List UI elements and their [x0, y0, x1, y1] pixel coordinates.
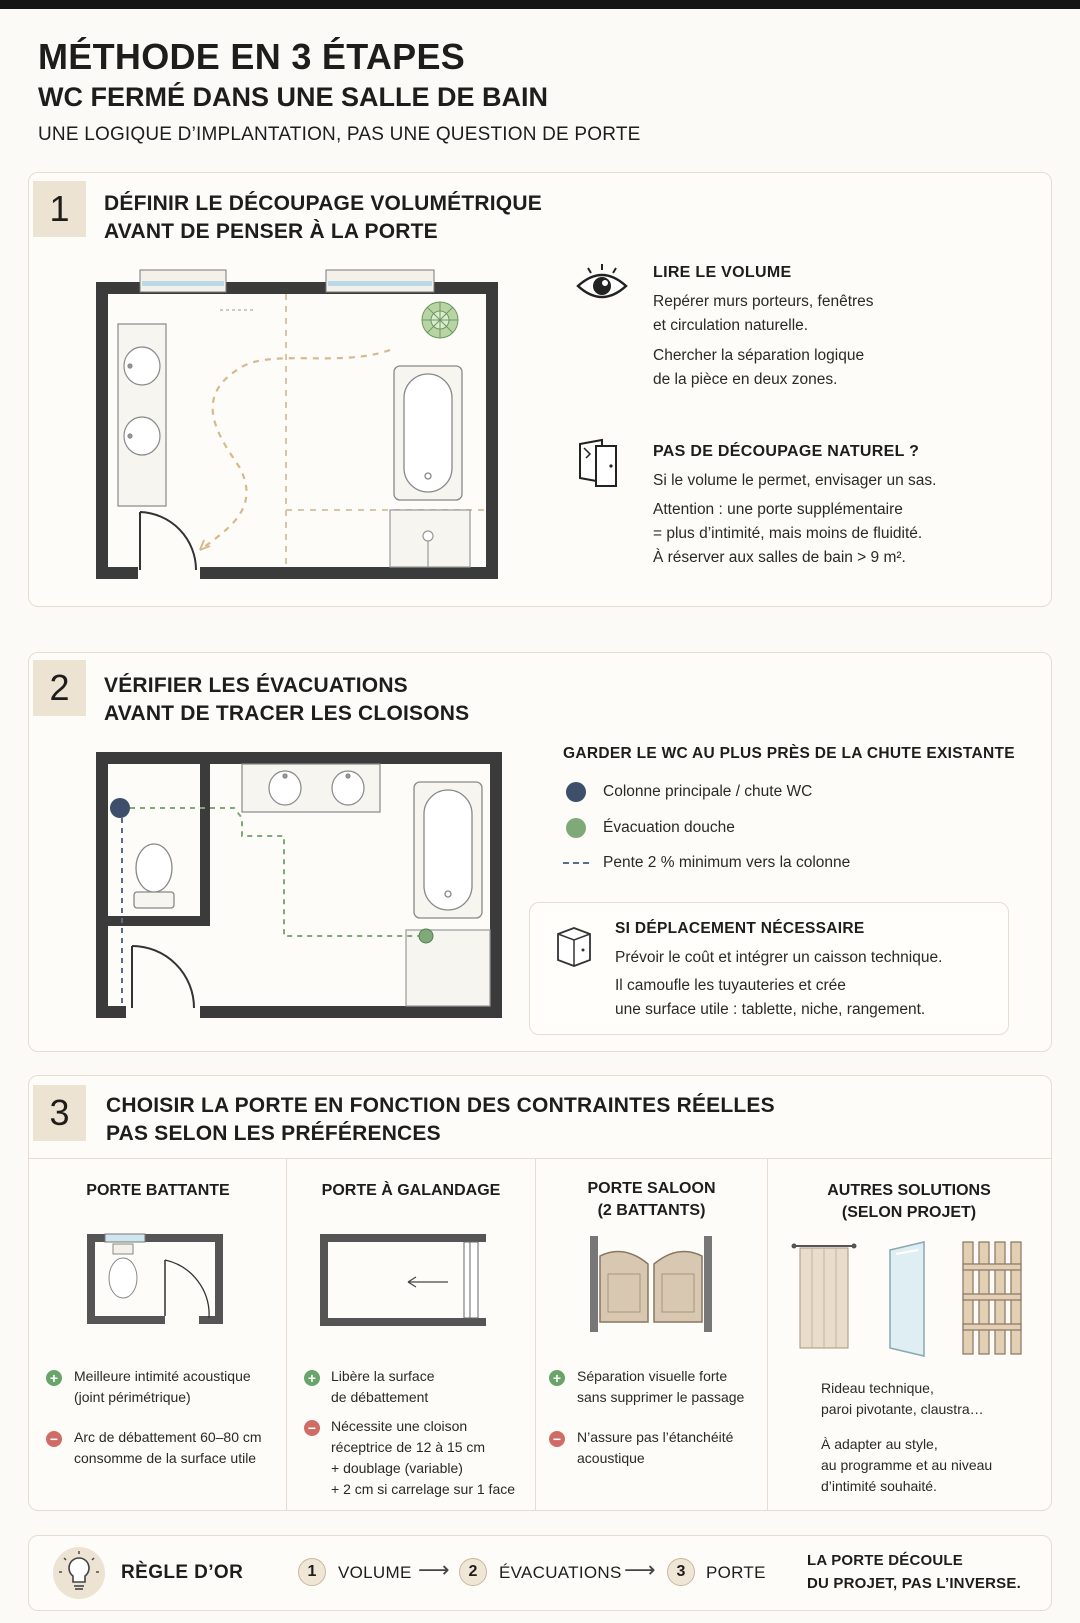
step2-box-line1: Prévoir le coût et intégrer un caisson technique. [615, 949, 943, 966]
col1-con-line2: consomme de la surface utile [74, 1450, 257, 1466]
col1-pro-line1: Meilleure intimité acoustique [74, 1368, 251, 1384]
step1-heading-line1: DÉFINIR LE DÉCOUPAGE VOLUMÉTRIQUE [104, 192, 542, 215]
plan1-vanity [118, 324, 166, 506]
plan1-door [140, 512, 196, 570]
step1-block1-title: LIRE LE VOLUME [653, 264, 792, 281]
footer-step1-label: VOLUME [338, 1563, 412, 1582]
step3-number: 3 [33, 1085, 86, 1141]
col1-title: PORTE BATTANTE [86, 1182, 230, 1199]
col4-title-line2: (SELON PROJET) [841, 1204, 977, 1221]
col3-cons [577, 1427, 733, 1469]
step1-heading-line2: AVANT DE PENSER À LA PORTE [104, 220, 438, 243]
col4-title [768, 1180, 1050, 1224]
col2-con-line1: Nécessite une cloison [331, 1418, 468, 1434]
col4-text1 [821, 1378, 984, 1420]
pivot-panel-icon [884, 1240, 930, 1358]
step2-heading [104, 672, 469, 728]
col3-title [536, 1178, 767, 1222]
step1-block1-line1: Repérer murs porteurs, fenêtres [653, 293, 874, 310]
col2-pro-icon: + [304, 1370, 320, 1386]
col4-text1-line1: Rideau technique, [821, 1380, 934, 1396]
step1-block1-text [653, 290, 874, 392]
footer-step2-num: 2 [459, 1558, 487, 1586]
col2-con-line4: + 2 cm si carrelage sur 1 face [331, 1481, 516, 1497]
step2-box-line2: Il camoufle les tuyauteries et crée [615, 977, 846, 994]
legend-slope-label: Pente 2 % minimum vers la colonne [603, 854, 851, 871]
footer-step3-label: PORTE [706, 1563, 766, 1582]
box-icon [552, 924, 594, 970]
col3-title-line2: (2 BATTANTS) [597, 1202, 706, 1219]
legend-slope-line [563, 862, 589, 864]
footer-arrow-1: ⟶ [418, 1557, 450, 1582]
step2-floor-plan [90, 746, 510, 1026]
step2-heading-line2: AVANT DE TRACER LES CLOISONS [104, 702, 470, 725]
step1-block2-title: PAS DE DÉCOUPAGE NATUREL ? [653, 443, 920, 460]
col4-text2-line1: À adapter au style, [821, 1436, 938, 1452]
col3-pros [577, 1366, 744, 1408]
step2-heading-line1: VÉRIFIER LES ÉVACUATIONS [104, 674, 408, 697]
saloon-door-illustration [588, 1234, 714, 1334]
footer-conclusion-line1: LA PORTE DÉCOULE [807, 1552, 963, 1569]
col3-pro-line2: sans supprimer le passage [577, 1389, 745, 1405]
top-bar [0, 0, 1080, 9]
plan1-circulation-path [200, 350, 390, 550]
step1-block2-text [653, 469, 936, 570]
step2-box-line3: une surface utile : tablette, niche, rangement. [615, 1001, 926, 1018]
step1-block1-line2: et circulation naturelle. [653, 317, 809, 334]
col3-con-icon: − [549, 1431, 565, 1447]
legend-column-label: Colonne principale / chute WC [603, 783, 813, 800]
col2-con-icon: − [304, 1420, 320, 1436]
step3-header-divider [29, 1158, 1051, 1159]
col1-pro-line2: (joint périmétrique) [74, 1389, 191, 1405]
page-subtitle: WC FERMÉ DANS UNE SALLE DE BAIN [38, 82, 549, 112]
step2-box-title: SI DÉPLACEMENT NÉCESSAIRE [615, 920, 865, 937]
legend-shower-dot [566, 818, 586, 838]
col4-text2-line3: d’intimité souhaité. [821, 1478, 937, 1494]
col4-text1-line2: paroi pivotante, claustra… [821, 1401, 984, 1417]
step1-floor-plan [90, 268, 510, 588]
col3-title-line1: PORTE SALOON [587, 1180, 716, 1197]
col2-con-line2: réceptrice de 12 à 15 cm [331, 1439, 486, 1455]
col1-con-line1: Arc de débattement 60–80 cm [74, 1429, 262, 1445]
step3-heading [106, 1092, 775, 1148]
col2-pros [331, 1366, 435, 1408]
legend-shower-label: Évacuation douche [603, 819, 735, 836]
footer-conclusion-line2: DU PROJET, PAS L’INVERSE. [807, 1575, 1021, 1592]
step1-number: 1 [33, 181, 86, 237]
step3-heading-line2: PAS SELON LES PRÉFÉRENCES [106, 1122, 441, 1145]
plan2-shower-drain [419, 929, 433, 943]
footer-step3-num: 3 [667, 1558, 695, 1586]
footer-step1-num: 1 [298, 1558, 326, 1586]
col2-pro-line1: Libère la surface [331, 1368, 435, 1384]
step1-block2-line1: Si le volume le permet, envisager un sas. [653, 472, 937, 489]
door-icon [576, 438, 622, 490]
step2-box-text [615, 946, 942, 1022]
plan2-main-column [110, 798, 130, 818]
col1-pros [74, 1366, 251, 1408]
plan2-door [132, 946, 194, 1008]
step1-block2-line2: Attention : une porte supplémentaire [653, 501, 903, 518]
col2-con-line3: + doublage (variable) [331, 1460, 463, 1476]
col2-cons [331, 1416, 515, 1500]
swing-door-plan [85, 1230, 225, 1330]
col4-text2-line2: au programme et au niveau [821, 1457, 993, 1473]
lightbulb-icon [52, 1546, 106, 1600]
plan1-bathtub [394, 366, 462, 500]
page-title: MÉTHODE EN 3 ÉTAPES [38, 36, 466, 77]
footer-arrow-2: ⟶ [624, 1557, 656, 1582]
step1-heading [104, 190, 542, 246]
page-tagline: UNE LOGIQUE D’IMPLANTATION, PAS UNE QUESTION DE PORTE [38, 124, 641, 145]
eye-icon [574, 262, 630, 306]
plan2-bathtub [414, 782, 482, 918]
step2-legend-title: GARDER LE WC AU PLUS PRÈS DE LA CHUTE EXISTANTE [563, 745, 1015, 762]
footer-rule-label: RÈGLE D’OR [121, 1562, 244, 1583]
footer-step2-label: ÉVACUATIONS [499, 1563, 622, 1582]
curtain-icon [792, 1240, 856, 1352]
legend-column-dot [566, 782, 586, 802]
plan1-shower [390, 510, 470, 567]
step3-heading-line1: CHOISIR LA PORTE EN FONCTION DES CONTRAINTES RÉELLES [106, 1094, 775, 1117]
col3-pro-line1: Séparation visuelle forte [577, 1368, 728, 1384]
col2-pro-line2: de débattement [331, 1389, 429, 1405]
col1-cons [74, 1427, 262, 1469]
plan1-plant [422, 302, 458, 338]
col4-text2 [821, 1434, 992, 1497]
col2-title: PORTE À GALANDAGE [321, 1182, 501, 1199]
step2-number: 2 [33, 660, 86, 716]
step1-block1-line3: Chercher la séparation logique [653, 347, 865, 364]
footer-conclusion [807, 1549, 1021, 1595]
col1-pro-icon: + [46, 1370, 62, 1386]
claustra-icon [961, 1240, 1023, 1356]
plan2-shower [406, 930, 490, 1006]
step1-block1-line4: de la pièce en deux zones. [653, 371, 838, 388]
step1-block2-line3: = plus d’intimité, mais moins de fluidité. [653, 525, 923, 542]
step1-block2-line4: À réserver aux salles de bain > 9 m². [653, 549, 906, 566]
col3-con-line2: acoustique [577, 1450, 645, 1466]
col1-con-icon: − [46, 1431, 62, 1447]
col3-con-line1: N’assure pas l’étanchéité [577, 1429, 734, 1445]
plan2-vanity [242, 764, 380, 812]
col4-title-line1: AUTRES SOLUTIONS [827, 1182, 991, 1199]
plan2-toilet [134, 844, 174, 908]
pocket-door-plan [318, 1230, 488, 1330]
col-divider-1 [286, 1159, 287, 1510]
col3-pro-icon: + [549, 1370, 565, 1386]
